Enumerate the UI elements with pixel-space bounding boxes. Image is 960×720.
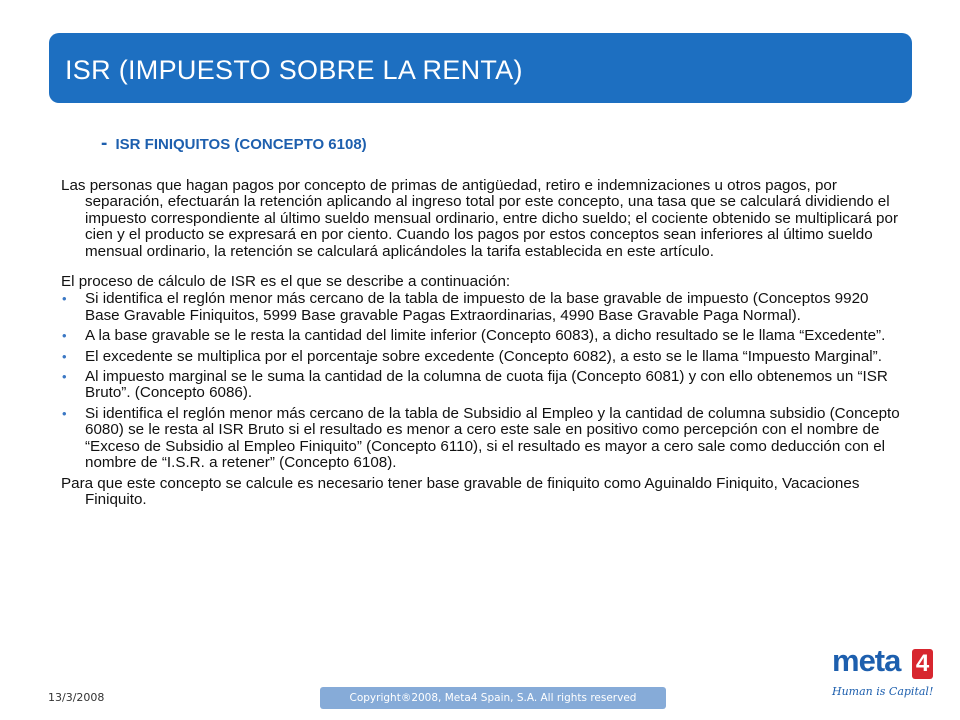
subtitle-dash: - [101, 133, 108, 154]
process-steps-list [61, 291, 907, 471]
bullet-icon: • [62, 291, 67, 307]
slide-title: ISR (IMPUESTO SOBRE LA RENTA) [65, 55, 523, 85]
bullet-icon: • [62, 405, 67, 421]
footer-copyright: Copyright®2008, Meta4 Spain, S.A. All rights reserved [320, 687, 666, 709]
footer-date: 13/3/2008 [48, 691, 105, 704]
intro-paragraph: Las personas que hagan pagos por concepto de primas de antigüedad, retiro e indemnizaciones u otros pagos, por separación, efectuarán la retención aplicando al ingreso total por este concepto, una tasa que se calculará dividiendo el impuesto correspondiente al último sueldo mensual ordinario, entre dicho sueldo; el cociente obtenido se multiplicará por cien y el producto se expresará en por ciento. Cuando los pagos por estos conceptos sean inferiores al último sueldo mensual ordinario, la retención se calculará aplicándoles la tarifa establecida en este artículo. [61, 177, 898, 260]
bullet-icon: • [62, 348, 67, 364]
closing-paragraph: Para que este concepto se calcule es necesario tener base gravable de finiquito como Aguinaldo Finiquito, Vacaciones Finiquito. [61, 474, 860, 508]
list-item [61, 369, 907, 402]
list-item [61, 328, 907, 344]
list-item [61, 406, 907, 472]
bullet-icon: • [62, 369, 67, 385]
subtitle-text: ISR FINIQUITOS (CONCEPTO 6108) [115, 136, 367, 153]
section-subtitle [101, 133, 367, 155]
logo-word: meta [832, 643, 901, 678]
title-bar [49, 33, 912, 103]
list-item-text: Al impuesto marginal se le suma la cantidad de la columna de cuota fija (Concepto 6081) y con ello obtenemos un “ISR Bruto”. (Concepto 6086). [85, 368, 888, 402]
meta4-logo [826, 643, 938, 703]
slide-body [61, 178, 907, 508]
list-item-text: Si identifica el reglón menor más cercano de la tabla de impuesto de la base gravable de impuesto (Conceptos 9920 Base Gravable Finiquitos, 5999 Base gravable Pagas Extraordinarias, 4990 Base Gravable Paga Normal). [85, 290, 869, 324]
bullet-icon: • [62, 328, 67, 344]
logo-tagline: Human is Capital! [832, 685, 934, 698]
process-intro: El proceso de cálculo de ISR es el que se describe a continuación: [61, 273, 511, 291]
list-item-text: A la base gravable se le resta la cantidad del limite inferior (Concepto 6083), a dicho resultado se le llama “Excedente”. [85, 327, 886, 345]
list-item-text: El excedente se multiplica por el porcentaje sobre excedente (Concepto 6082), a esto se le llama “Impuesto Marginal”. [85, 347, 882, 365]
list-item-text: Si identifica el reglón menor más cercano de la tabla de Subsidio al Empleo y la cantidad de columna subsidio (Concepto 6080) se le resta al ISR Bruto si el resultado es menor a cero este sale en positivo como percepción con el nombre de “Exceso de Subsidio al Empleo Finiquito” (Concepto 6110), si el resultado es mayor a cero sale como deducción con el nombre de “I.S.R. a retener” (Concepto 6108). [85, 404, 900, 472]
list-item [61, 291, 907, 324]
logo-four-badge: 4 [912, 649, 933, 679]
list-item [61, 349, 907, 365]
